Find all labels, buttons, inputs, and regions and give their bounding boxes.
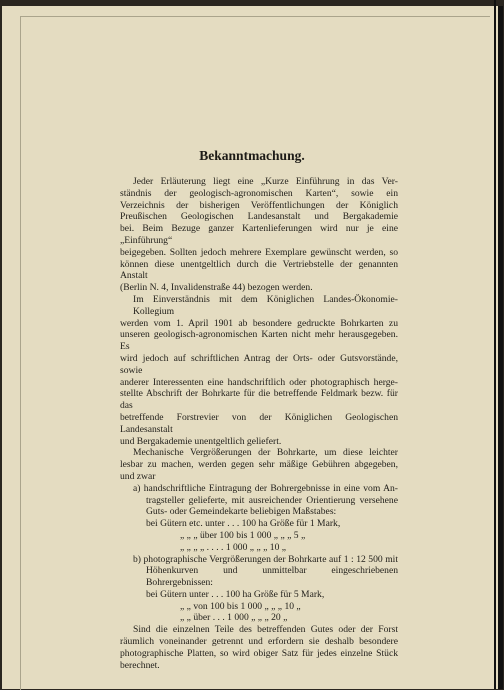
text-line: photographische Platten, so wird obiger Satz für jedes einzelne Stück [120, 647, 398, 659]
text-line: Guts- oder Gemeindekarte beliebigen Maßstabes: [146, 506, 337, 518]
fee-row: bei Gütern unter . . . 100 ha Größe für 5 Mark, [146, 588, 325, 600]
text-line: und Bergakademie unentgeltlich geliefert. [120, 435, 282, 447]
fee-row: bei Gütern etc. unter . . . 100 ha Größe für 1 Mark, [146, 518, 341, 530]
text-line: Sind die einzelnen Teile des betreffenden Gutes oder der Forst [133, 624, 398, 636]
fee-row: „ „ von 100 bis 1 000 „ „ „ 10 „ [180, 600, 301, 612]
fee-row: „ „ „ „ . . . . 1 000 „ „ „ 10 „ [180, 541, 287, 553]
text-line: stellte Abschrift der Bohrkarte für die betreffende Feldmark bezw. für das [120, 388, 398, 412]
text-line: wird jedoch auf schriftlichen Antrag der Orts- oder Gutsvorstände, sowie [120, 352, 398, 376]
text-line: unseren geologisch-agronomischen Karten nicht mehr herausgegeben. Es [120, 329, 398, 353]
text-line: bei. Beim Bezuge ganzer Kartenlieferungen wird nur je eine „Einführung“ [120, 223, 398, 246]
text-line: Im Einverständnis mit dem Königlichen Landes-Ökonomie-Kollegium [133, 293, 398, 317]
binding-rule [494, 0, 496, 689]
page-heading: Bekanntmachung. [199, 148, 305, 163]
list-item-b: b) photographische Vergrößerungen der Bohrkarte auf 1 : 12 500 mit [133, 553, 398, 565]
text-line: werden vom 1. April 1901 ab besondere gedruckte Bohrkarten zu [120, 317, 398, 329]
text-line: Jeder Erläuterung liegt eine „Kurze Einführung in das Ver- [133, 176, 398, 187]
text-line: Preußischen Geologischen Landesanstalt und Bergakademie [120, 211, 398, 223]
text-line: und zwar [120, 470, 156, 482]
fee-row: „ „ „ über 100 bis 1 000 „ „ „ 5 „ [180, 529, 306, 541]
text-line: (Berlin N. 4, Invalidenstraße 44) bezogen werden. [120, 282, 313, 294]
list-item-a: a) handschriftliche Eintragung der Bohrergebnisse in eine vom An- [133, 482, 398, 494]
text-line: anderer Interessenten eine handschriftlich oder photographisch herge- [120, 376, 398, 388]
text-line: tragsteller gelieferte, mit ausreichender Orientierung versehene [146, 494, 398, 506]
text-line: lesbar zu machen, werden gegen sehr mäßige Gebühren abgegeben, [120, 459, 398, 471]
text-line: betreffende Forstrevier von der Königlichen Geologischen Landesanstalt [120, 411, 398, 435]
text-line: können diese unentgeltlich durch die Vertriebstelle der genannten Anstalt [120, 258, 398, 282]
text-line: ständnis der geologisch-agronomischen Karten“, sowie ein [120, 187, 398, 199]
text-line: Verzeichnis der bisherigen Veröffentlichungen der Königlich [120, 199, 398, 211]
text-line: Höhenkurven und unmittelbar eingeschriebenen Bohrergebnissen: [146, 565, 398, 589]
text-line: beigegeben. Sollten jedoch mehrere Exemplare gewünscht werden, so [120, 246, 398, 258]
fee-row: „ „ über . . . 1 000 „ „ „ 20 „ [180, 612, 288, 624]
text-line: Mechanische Vergrößerungen der Bohrkarte, um diese leichter [133, 447, 398, 459]
text-line: berechnet. [120, 659, 160, 671]
text-line: räumlich voneinander getrennt und erfordern sie deshalb besondere [120, 636, 398, 648]
body-text [120, 176, 398, 671]
